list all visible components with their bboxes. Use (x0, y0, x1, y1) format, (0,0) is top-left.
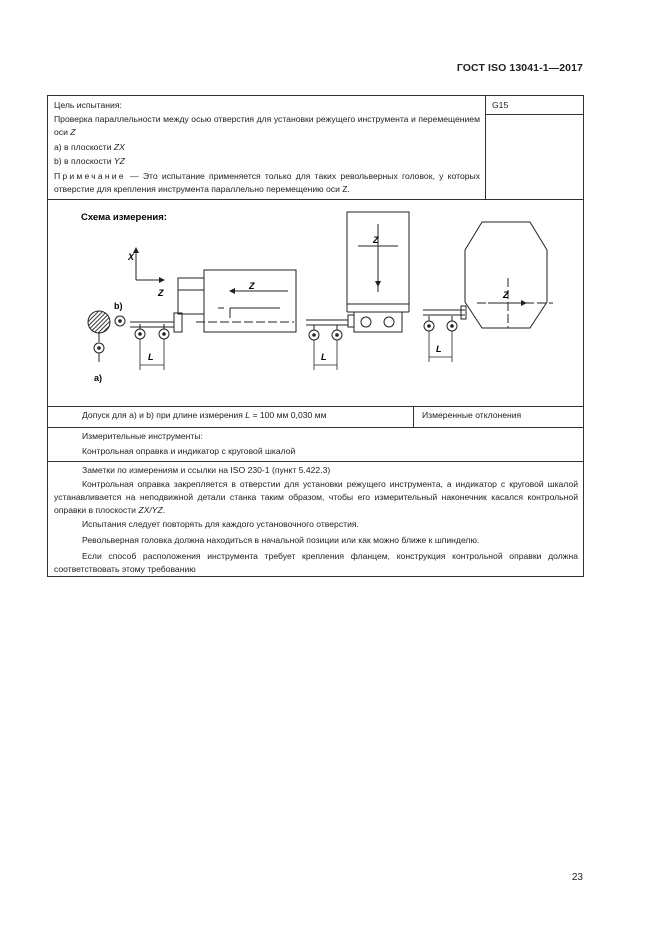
z-label-view3: Z (503, 290, 509, 300)
length-label-view1: L (148, 352, 154, 362)
instruments-label: Измерительные инструменты: (82, 431, 203, 441)
code-cell-divider (485, 114, 583, 115)
dial-gauges-view2 (309, 325, 342, 340)
objective-description: Проверка параллельности между осью отверстия для установки режущего инструмента и перемещением оси Z (54, 114, 480, 137)
mandrel-section (88, 311, 110, 333)
dial-gauges-view1 (135, 324, 169, 339)
objective-item-a: а) в плоскости ZX (54, 142, 125, 152)
axis-x-label: X (128, 252, 135, 262)
length-label-view2: L (321, 352, 327, 362)
hexagon-axes (423, 278, 553, 328)
table-divider (48, 461, 583, 462)
remarks-paragraph-4: Если способ расположения инструмента требует крепления фланцем, конструкция контрольной оправки должна соответствовать этому требованию (54, 551, 578, 574)
remarks-paragraph-1: Контрольная оправка закрепляется в отверстии для установки режущего инструмента, а индикатор с круговой шкалой устанавливается на неподвижной детали станка таким образом, чтобы его измерительный наконечник касался контрольной оправки в плоскости ZX/YZ. (54, 479, 578, 515)
objective-item-b: b) в плоскости YZ (54, 156, 125, 166)
page-number: 23 (571, 872, 583, 883)
z-label-view2: Z (373, 235, 379, 245)
remarks-heading: Заметки по измерениям и ссылки на ISO 230-1 (пункт 5.422.3) (82, 465, 331, 475)
label-b: b) (114, 301, 123, 311)
objective-note: Примечание — Это испытание применяется только для таких револьверных головок, у которых отверстие для крепления инструмента параллельно перемещению оси Z. (54, 171, 480, 194)
document-header: ГОСТ ISO 13041-1—2017 (456, 62, 583, 74)
test-table (47, 95, 584, 577)
z-label-view1: Z (249, 281, 255, 291)
measurement-diagram (48, 200, 583, 405)
axis-z-label: Z (158, 288, 164, 298)
column-divider (413, 406, 414, 427)
measured-deviations-label: Измеренные отклонения (422, 410, 522, 420)
diagram-title: Схема измерения: (81, 212, 167, 223)
remarks-paragraph-2: Испытания следует повторять для каждого установочного отверстия. (82, 519, 359, 529)
turret-hexagon-view (465, 222, 547, 328)
table-divider (48, 427, 583, 428)
table-divider (48, 406, 583, 407)
tolerance-text: Допуск для а) и b) при длине измерения L = 100 мм 0,030 мм (82, 410, 327, 420)
turret-side-view (130, 270, 296, 332)
test-code: G15 (492, 100, 509, 110)
objective-label: Цель испытания: (54, 100, 122, 110)
remarks-paragraph-3: Револьверная головка должна находиться в начальной позиции или как можно ближе к шпинделю. (82, 535, 480, 545)
dial-gauges-view3 (424, 316, 457, 331)
label-a: a) (94, 373, 103, 383)
instruments-text: Контрольная оправка и индикатор с круговой шкалой (82, 446, 296, 456)
length-label-view3: L (436, 344, 442, 354)
column-divider (485, 96, 486, 199)
turret-front-view (306, 212, 409, 332)
coordinate-axes (136, 248, 164, 280)
